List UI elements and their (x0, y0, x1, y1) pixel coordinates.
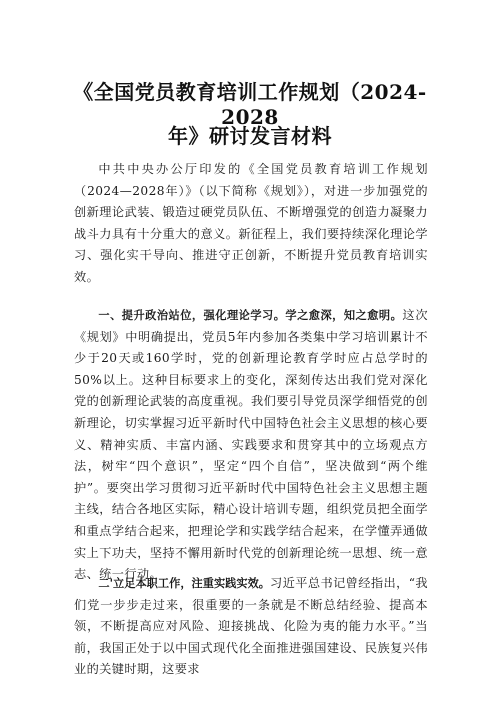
section-1-text: 这次《规划》中明确提出，党员5年内参加各类集中学习培训累计不少于20天或160学时，党的创新理论教育学时应占总学时的50%以上。这种目标要求上的变化，深刻传达出我们党对深化党的创新理论武装的高度重视。我们要引导党员深学细悟党的创新理论，切实掌握习近平新时代中国特色社会主义思想的核心要义、精神实质、丰富内涵、实践要求和贯穿其中的立场观点方法，树牢“四个意识”，坚定“四个自信”，坚决做到“两个维护”。要突出学习贯彻习近平新时代中国特色社会主义思想主题主线，结合各地区实际，精心设计培训专题，组织党员把全面学和重点学结合起来，把理论学和实践学结合起来，在学懂弄通做实上下功夫，坚持不懈用新时代党的创新理论统一思想、统一意志、统一行动。 (74, 308, 428, 582)
section-2-paragraph (74, 573, 428, 681)
section-2-block (74, 573, 428, 681)
section-2-text: 习近平总书记曾经指出，“我们党一步步走过来，很重要的一条就是不断总结经验、提高本领，不断提高应对风险、迎接挑战、化险为夷的能力水平。”当前，我国正处于以中国式现代化全面推进强国建设、民族复兴伟业的关键时期，这要求 (74, 576, 428, 677)
section-1-block (74, 305, 428, 586)
document-title-line-2: 年》研讨发言材料 (168, 124, 332, 148)
section-1-heading: 一、提升政治站位，强化理论学习。学之愈深，知之愈明。 (98, 309, 403, 322)
intro-paragraph: 中共中央办公厅印发的《全国党员教育培训工作规划（2024—2028年）》（以下简称《规划》），对进一步加强党的创新理论武装、锻造过硬党员队伍、不断增强党的创造力凝聚力战斗力具有十分重大的意义。新征程上，我们要持续深化理论学习、强化实干导向、推进守正创新，不断提升党员教育培训实效。 (74, 162, 428, 284)
section-1-paragraph (74, 305, 428, 586)
intro-paragraph-block (74, 159, 428, 289)
section-2-heading: 二'立足本职工作，注重实践实效。 (98, 577, 271, 590)
document-title-line-1: 《全国党员教育培训工作规划（2024-2028 (73, 80, 427, 129)
